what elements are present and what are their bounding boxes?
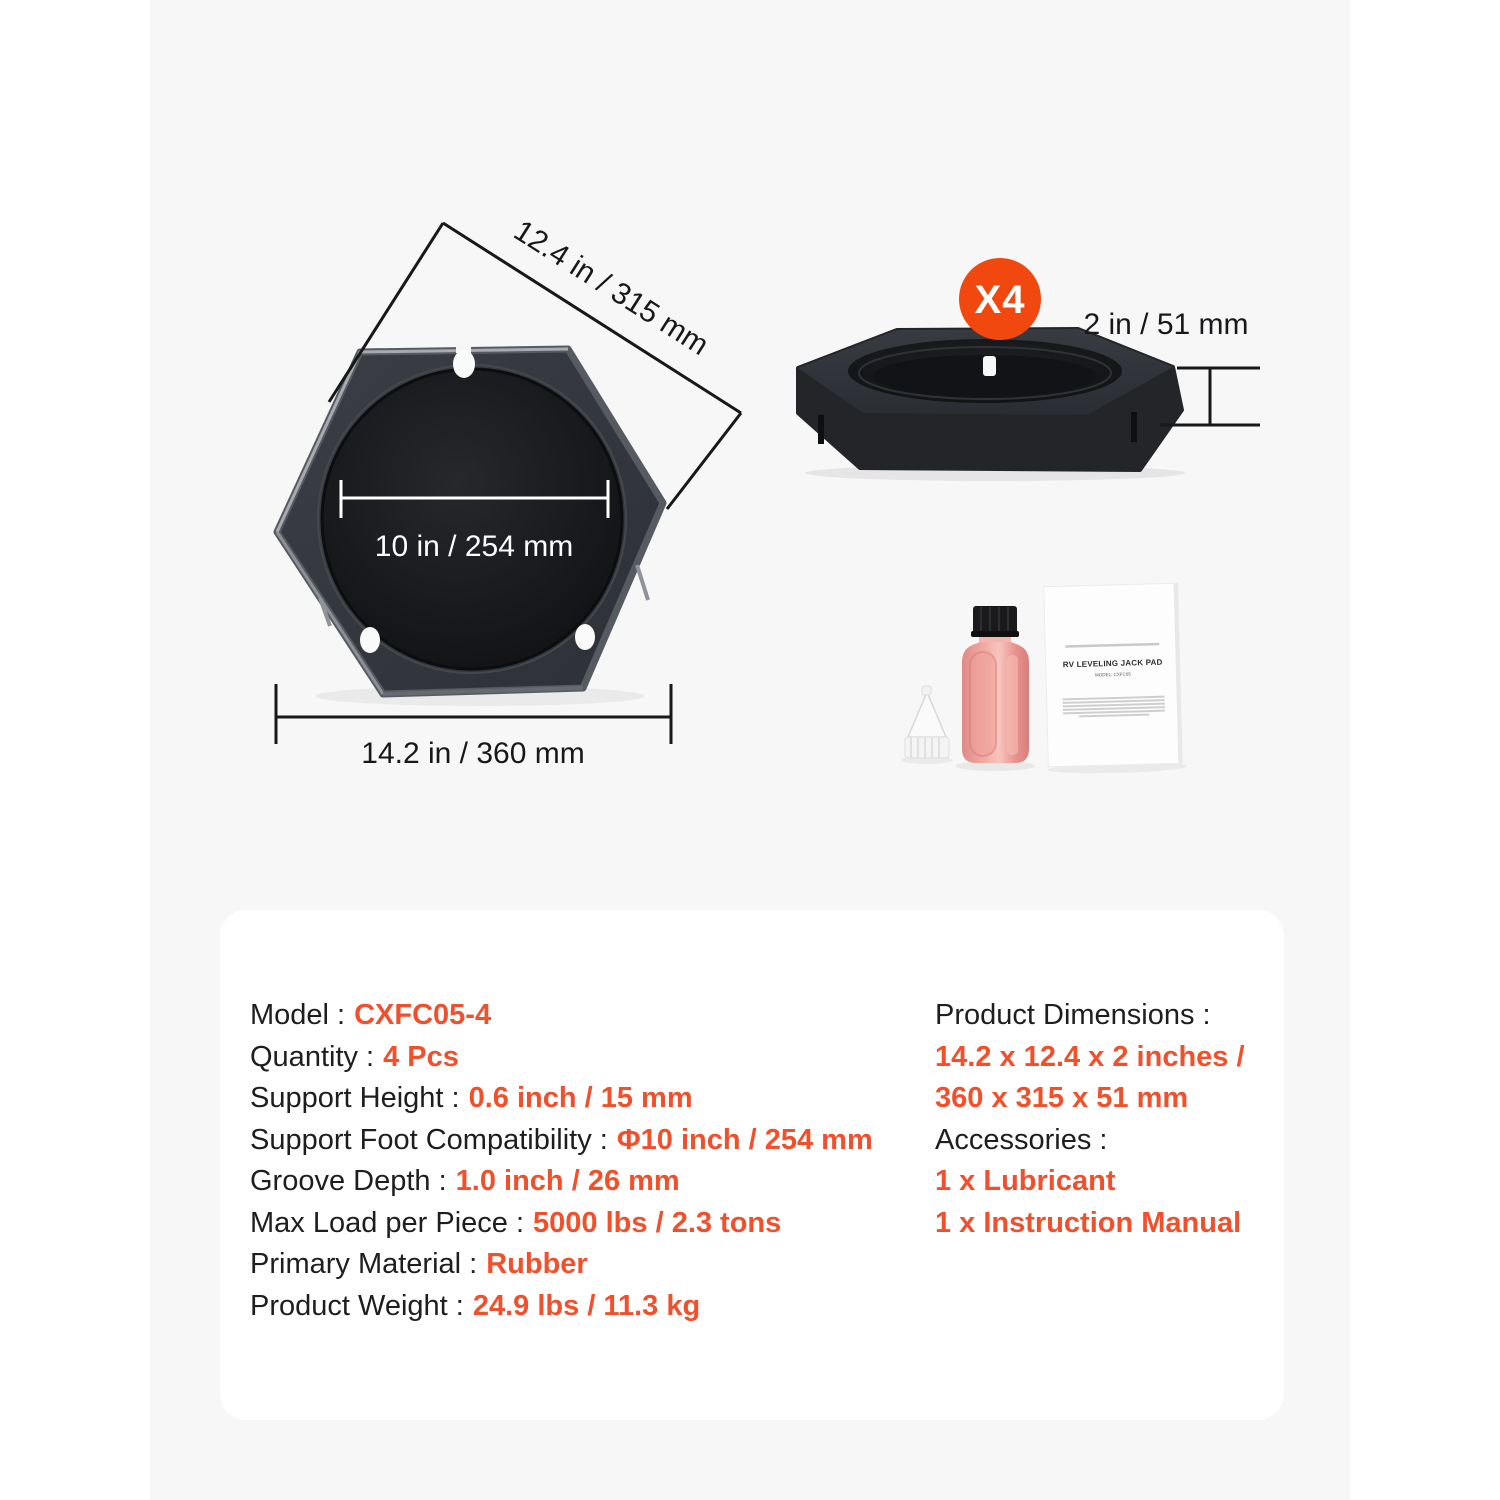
dim-inner-label: 10 in / 254 mm [374, 530, 574, 563]
spec-label: Support Foot Compatibility : [250, 1123, 608, 1156]
nozzle-cap [901, 686, 953, 764]
spec-panel [220, 910, 1284, 1420]
accessories-label: Accessories : [935, 1123, 1108, 1156]
spec-row-quantity [250, 1037, 873, 1079]
spec-label: Product Weight : [250, 1289, 464, 1322]
accessories [901, 583, 1188, 775]
spec-row-max-load [250, 1203, 873, 1245]
spec-value: 4 Pcs [383, 1040, 459, 1073]
pad-hole-bottom-left [360, 627, 380, 653]
pad-hole-top [453, 350, 475, 378]
dim-bottom-label: 14.2 in / 360 mm [361, 737, 585, 770]
spec-value: Rubber [486, 1248, 588, 1280]
instruction-manual [1043, 583, 1188, 775]
spec-list-left [250, 995, 873, 1327]
pad-side-notch-left [818, 415, 824, 444]
spec-label: Quantity : [250, 1040, 375, 1073]
spec-label: Support Height : [250, 1082, 460, 1114]
product-dimensions-mm: 360 x 315 x 51 mm [935, 1082, 1189, 1114]
spec-value: Φ10 inch / 254 mm [616, 1123, 873, 1156]
spec-row-support-height [250, 1078, 873, 1120]
spec-label: Model : [250, 999, 346, 1031]
bottle-highlight [1007, 655, 1018, 755]
spec-label: Primary Material : [250, 1248, 478, 1280]
spec-value: 5000 lbs / 2.3 tons [533, 1206, 782, 1239]
spec-row-weight [250, 1286, 873, 1328]
pad-side-slot [983, 356, 996, 376]
pad-recess [322, 369, 622, 669]
dim-diagonal-label: 12.4 in / 315 mm [508, 214, 715, 362]
spec-value: 0.6 inch / 15 mm [468, 1082, 693, 1114]
spec-row-foot-compatibility [250, 1120, 873, 1162]
lubricant-bottle [955, 606, 1035, 771]
quantity-badge-label: X4 [974, 278, 1026, 322]
bottle-cap-brim [971, 631, 1019, 637]
spec-label: Groove Depth : [250, 1165, 447, 1197]
pad-hole-bottom-right [575, 624, 595, 650]
nozzle-tip [922, 686, 931, 695]
dim-height-label: 2 in / 51 mm [1083, 308, 1249, 341]
product-dimensions-label: Product Dimensions : [935, 999, 1211, 1031]
manual-model: MODEL: CXFC05 [1095, 671, 1131, 678]
pad-side-notch-right [1131, 412, 1137, 442]
spec-value: 24.9 lbs / 11.3 kg [472, 1289, 701, 1322]
spec-row-material [250, 1244, 873, 1286]
nozzle-cone [908, 692, 946, 737]
accessory-instruction-manual: 1 x Instruction Manual [935, 1206, 1242, 1239]
spec-label: Max Load per Piece : [250, 1206, 525, 1239]
spec-value: 1.0 inch / 26 mm [455, 1165, 680, 1197]
spec-row-groove-depth [250, 1161, 873, 1203]
product-dimensions-inches: 14.2 x 12.4 x 2 inches / [935, 1040, 1245, 1073]
pad-top-view [276, 214, 741, 770]
bottle-inner-reflection [970, 652, 996, 756]
pad-right-slit [637, 565, 648, 600]
manual-title: RV LEVELING JACK PAD [1062, 657, 1163, 670]
pad-side-view [798, 258, 1260, 481]
dim-diagonal-tick-right [667, 413, 741, 509]
spec-list-right [935, 995, 1245, 1244]
spec-row-model [250, 995, 873, 1037]
spec-value: CXFC05-4 [354, 999, 492, 1031]
bottle-cap [973, 606, 1017, 634]
accessory-lubricant: 1 x Lubricant [935, 1165, 1116, 1197]
